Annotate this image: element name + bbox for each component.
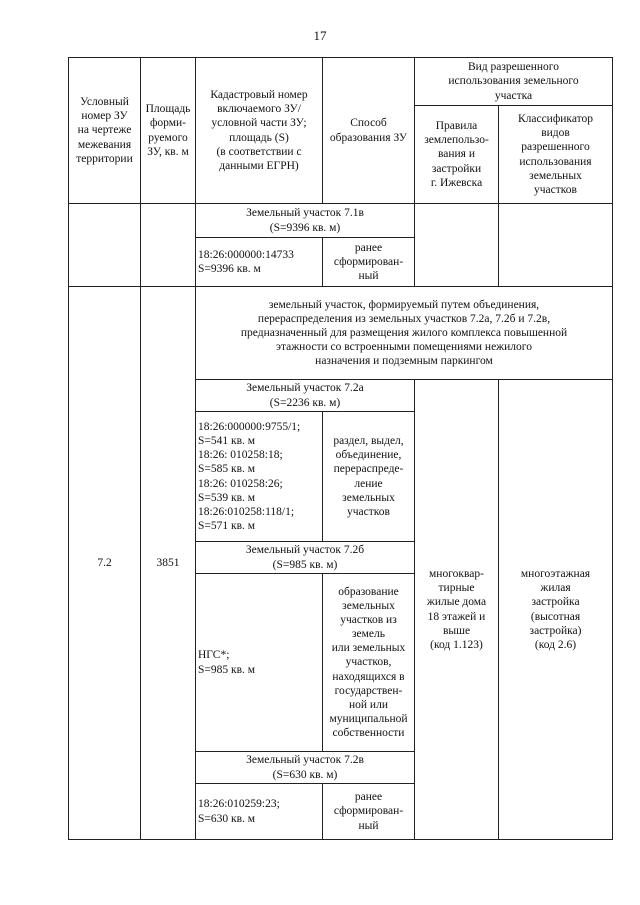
empty-cell [141,204,196,287]
subplot-72a-title: Земельный участок 7.2а (S=2236 кв. м) [196,380,415,412]
subplot-72v-cadastral: 18:26:010259:23; S=630 кв. м [196,784,323,840]
empty-cell [499,204,613,287]
empty-cell [415,204,499,287]
subplot-72v-method: ранее сформирован- ный [323,784,415,840]
plot-72-description: земельный участок, формируемый путем объединения, перераспределения из земельных участков 7.2а, 7.2б и 7.2в, предназначенный для размещения жилого комплекса повышенной этажности со встроенными помещениями нежилого назначения и подземным паркингом [196,287,613,380]
subplot-71v-cadastral: 18:26:000000:14733 S=9396 кв. м [196,238,323,287]
header-plot-area: Площадь форми- руемого ЗУ, кв. м [141,58,196,204]
page-number: 17 [313,28,327,43]
plot-72-number: 7.2 [69,287,141,840]
plot-72-area: 3851 [141,287,196,840]
subplot-71v-method: ранее сформирован- ный [323,238,415,287]
header-formation-method: Способ образования ЗУ [323,58,415,204]
subplot-72b-cadastral: НГС*; S=985 кв. м [196,574,323,752]
subplot-72b-title: Земельный участок 7.2б (S=985 кв. м) [196,542,415,574]
land-plots-table [68,57,613,840]
header-use-classifier: Классификатор видов разрешенного использования земельных участков [499,106,613,204]
header-cadastral-number: Кадастровый номер включаемого ЗУ/ условной части ЗУ; площадь (S) (в соответствии с данными ЕГРН) [196,58,323,204]
header-use-rules: Правила землепользо- вания и застройки г. Ижевска [415,106,499,204]
plot-72-use-rules: многоквар- тирные жилые дома 18 этажей и выше (код 1.123) [415,380,499,840]
subplot-72a-method: раздел, выдел, объединение, перераспреде- ление земельных участков [323,412,415,542]
subplot-72v-title: Земельный участок 7.2в (S=630 кв. м) [196,752,415,784]
subplot-72a-cadastral: 18:26:000000:9755/1; S=541 кв. м 18:26: 010258:18; S=585 кв. м 18:26: 010258:26; S=539 кв. м 18:26:010258:118/1; S=571 кв. м [196,412,323,542]
plot-72-use-classifier: многоэтажная жилая застройка (высотная застройка) (код 2.6) [499,380,613,840]
header-permitted-use: Вид разрешенного использования земельного участка [415,58,613,106]
empty-cell [69,204,141,287]
subplot-71v-title: Земельный участок 7.1в (S=9396 кв. м) [196,204,415,238]
subplot-72b-method: образование земельных участков из земель или земельных участков, находящихся в государствен- ной или муниципальной собственности [323,574,415,752]
header-plot-number: Условный номер ЗУ на чертеже межевания территории [69,58,141,204]
